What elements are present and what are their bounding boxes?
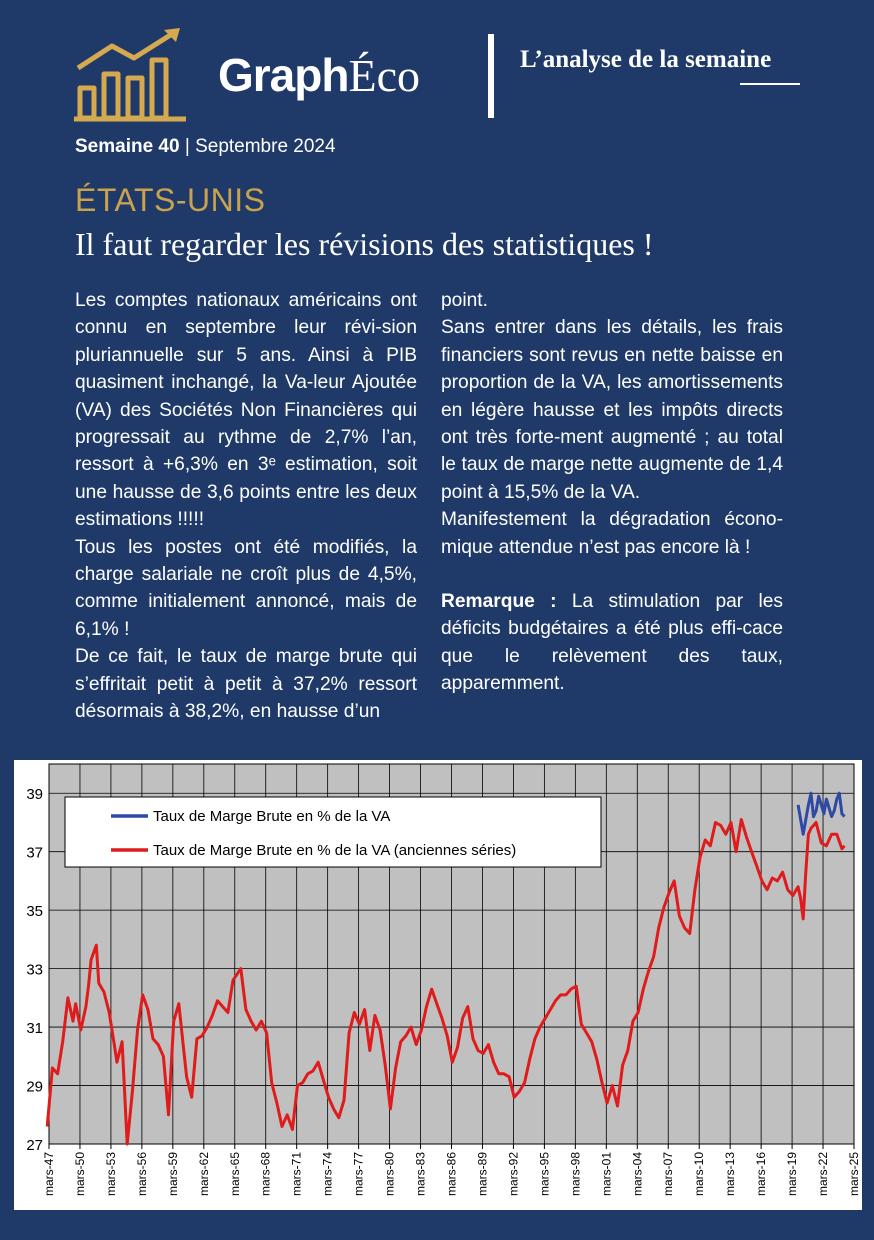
- brand-part2: Éco: [348, 50, 420, 101]
- tagline: L’analyse de la semaine: [520, 46, 772, 73]
- x-tick-label: mars-95: [537, 1152, 552, 1197]
- paragraph: Les comptes nationaux américains ont connu en septembre leur révi-sion pluriannuelle sur 5 ans. Ainsi à PIB quasiment inchangé, la Va-leur Ajoutée (VA) des Sociétés Non Financières qui progressait au rythme de 2,7% l’an, ressort à +6,3% en 3ᵉ estimation, soit une hausse de 3,6 points entre les deux estimations !!!!!: [75, 290, 417, 531]
- rising-bar-chart-icon: [72, 26, 188, 124]
- section-title: ÉTATS-UNIS: [75, 182, 266, 218]
- x-tick-label: mars-13: [723, 1152, 738, 1197]
- header-divider: [488, 34, 494, 118]
- x-tick-label: mars-50: [72, 1152, 87, 1197]
- x-tick-label: mars-53: [103, 1152, 118, 1197]
- y-tick-label: 35: [26, 903, 43, 921]
- x-tick-label: mars-59: [165, 1152, 180, 1197]
- article-headline: Il faut regarder les révisions des statistiques !: [75, 226, 654, 262]
- x-tick-label: mars-65: [227, 1152, 242, 1197]
- remark-text: La stimulation par les déficits budgétaires a été plus effi-cace que le relèvement des taux, apparemment.: [441, 591, 784, 695]
- y-tick-label: 29: [26, 1078, 43, 1096]
- issue-week: Semaine 40: [75, 136, 180, 157]
- y-tick-label: 33: [26, 961, 43, 979]
- y-tick-label: 27: [26, 1137, 43, 1154]
- remark-paragraph: [441, 588, 783, 698]
- issue-line: [75, 136, 336, 158]
- line-chart: [14, 760, 862, 1210]
- paragraph: De ce fait, le taux de marge brute qui s’effritait petit à petit à 37,2% ressort désormais à 38,2%, en hausse d’un: [75, 646, 417, 723]
- tagline-underline: [740, 83, 800, 85]
- x-tick-label: mars-56: [134, 1152, 149, 1197]
- paragraph: Sans entrer dans les détails, les frais financiers sont revus en nette baisse en proportion de la VA, les amortissements en légère hausse et les impôts directs ont très forte-ment augmenté ; au total le taux de marge nette augmente de 1,4 point à 15,5% de la VA.: [441, 317, 783, 503]
- x-tick-label: mars-25: [847, 1152, 861, 1197]
- article-column-left: [75, 287, 417, 726]
- x-tick-label: mars-22: [816, 1152, 831, 1197]
- x-tick-label: mars-80: [382, 1152, 397, 1197]
- y-tick-label: 37: [26, 844, 43, 862]
- legend-label: Taux de Marge Brute en % de la VA: [153, 808, 391, 825]
- x-tick-label: mars-74: [320, 1152, 335, 1197]
- article-column-right: [441, 287, 783, 698]
- x-tick-label: mars-16: [754, 1152, 769, 1197]
- x-tick-label: mars-86: [444, 1152, 459, 1197]
- brand-part1: Graph: [218, 49, 349, 101]
- legend-label: Taux de Marge Brute en % de la VA (anciennes séries): [153, 842, 517, 859]
- x-tick-label: mars-07: [661, 1152, 676, 1197]
- margin-rate-chart: [14, 760, 862, 1210]
- x-tick-label: mars-71: [289, 1152, 304, 1197]
- issue-separator: |: [184, 136, 190, 157]
- paragraph: Tous les postes ont été modifiés, la charge salariale ne croît plus de 4,5%, comme initialement annoncé, mais de 6,1% !: [75, 536, 417, 640]
- y-tick-label: 31: [26, 1020, 43, 1038]
- x-tick-label: mars-04: [630, 1152, 645, 1197]
- brand-logo: [218, 49, 420, 101]
- x-tick-label: mars-77: [351, 1152, 366, 1197]
- x-tick-label: mars-89: [475, 1152, 490, 1197]
- x-tick-label: mars-92: [506, 1152, 521, 1197]
- masthead: [0, 0, 874, 130]
- x-tick-label: mars-83: [413, 1152, 428, 1197]
- x-tick-label: mars-68: [258, 1152, 273, 1197]
- paragraph: point.: [441, 290, 488, 311]
- x-tick-label: mars-62: [196, 1152, 211, 1197]
- paragraph: Manifestement la dégradation écono-mique attendue n’est pas encore là !: [441, 509, 783, 558]
- x-tick-label: mars-19: [785, 1152, 800, 1197]
- y-tick-label: 39: [26, 786, 43, 804]
- x-tick-label: mars-10: [692, 1152, 707, 1197]
- remark-label: Remarque :: [441, 591, 557, 613]
- x-tick-label: mars-47: [42, 1152, 56, 1197]
- issue-date: Septembre 2024: [195, 136, 336, 157]
- x-tick-label: mars-98: [568, 1152, 583, 1197]
- x-tick-label: mars-01: [599, 1152, 614, 1197]
